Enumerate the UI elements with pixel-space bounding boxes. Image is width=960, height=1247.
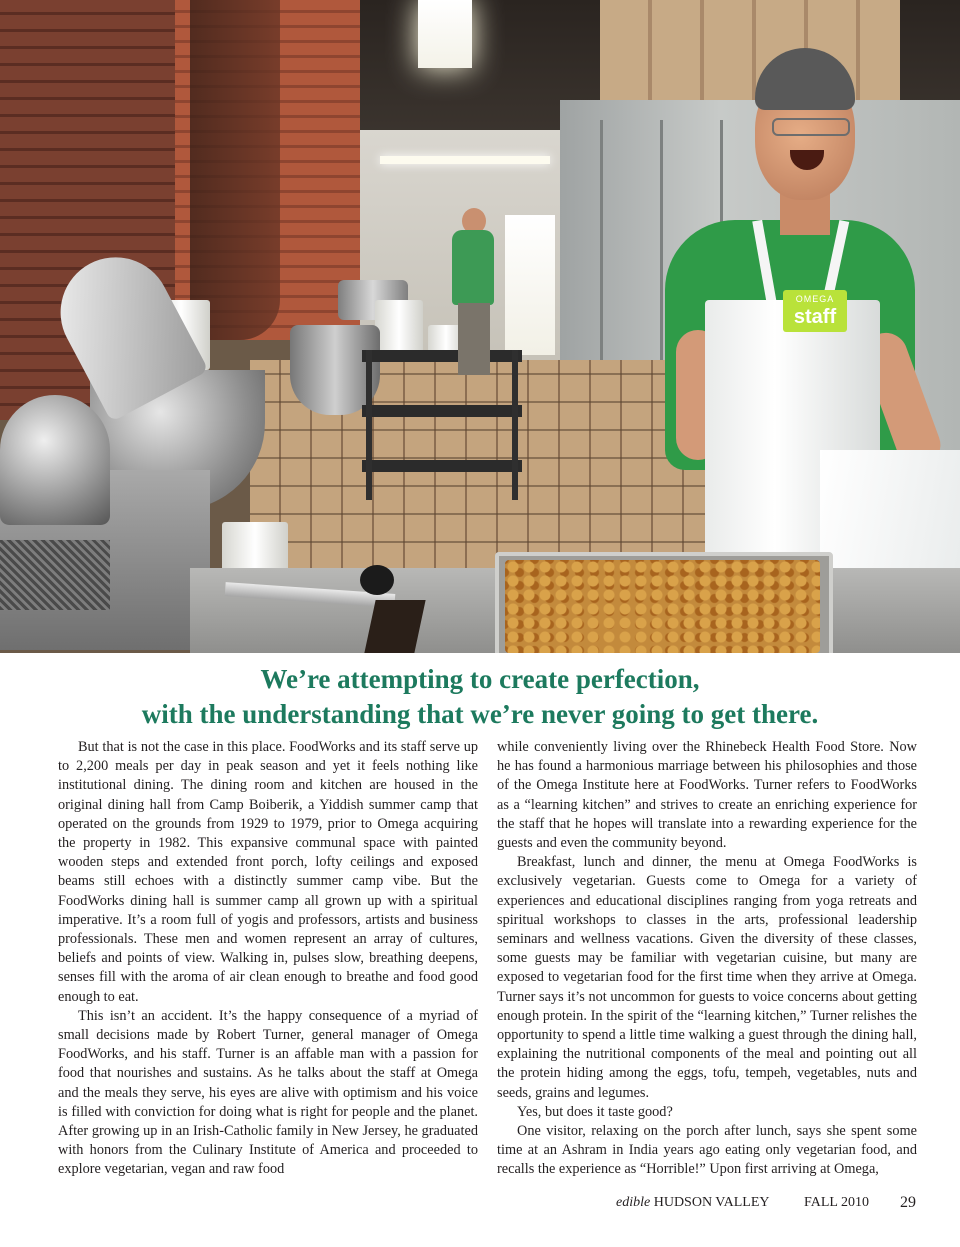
badge-label-top: OMEGA (795, 294, 835, 304)
cart-shelf (362, 405, 522, 417)
slicer-knob (360, 565, 394, 595)
magazine-name-italic: edible (616, 1195, 651, 1210)
domed-pot (0, 395, 110, 525)
magazine-name-region: HUDSON VALLEY (653, 1195, 770, 1210)
roasted-tofu (505, 560, 820, 653)
chef-glasses (772, 118, 850, 136)
cart-leg (512, 350, 518, 500)
article-paragraph: One visitor, relaxing on the porch after lunch, says she spent some time at an Ashram in India years ago eating only vegetarian food, and recalls the experience as “Horrible!” Upon first arriving at Omega, (497, 1123, 917, 1178)
far-light (380, 156, 550, 164)
page-number: 29 (900, 1194, 916, 1211)
pull-quote (0, 662, 960, 732)
article-column-left (58, 738, 478, 1180)
article-column-right (497, 738, 917, 1180)
brick-arch-shadow (190, 0, 280, 340)
article-paragraph: This isn’t an accident. It’s the happy consequence of a myriad of small decisions made by Robert Turner, general manager of Omega FoodWorks, and his staff. Turner is an affable man with a passion for food that nourishes and sustains. As he talks about the staff at Omega and the meals they serve, his eyes are alive with optimism and his voice is filled with conviction for doing what is right for people and the planet. After growing up in an Irish-Catholic family in New Jersey, he graduated with honors from the Culinary Institute of America and proceeded to explore vegetarian, vegan and raw food (58, 1007, 478, 1178)
badge-label-bottom: staff (793, 306, 837, 328)
background-worker-legs (458, 303, 490, 375)
omega-staff-badge (783, 290, 847, 332)
article-paragraph-continued: while conveniently living over the Rhinebeck Health Food Store. Now he has found a harmonious marriage between his philosophies and those of the Omega Institute here at FoodWorks. Turner refers to FoodWorks as a “learning kitchen” and strives to create an enriching experience for the staff that he hopes will translate into a rewarding experience for the guests and even the community beyond. (497, 739, 917, 852)
ceiling-light (418, 0, 472, 68)
magazine-name (616, 1195, 770, 1211)
bright-doorway (505, 215, 555, 355)
pull-quote-line-2: with the understanding that we’re never going to get there. (141, 699, 819, 729)
utility-cart (362, 350, 522, 500)
background-worker-shirt (452, 230, 494, 305)
cart-shelf (362, 460, 522, 472)
cart-shelf (362, 350, 522, 362)
article-paragraph: Breakfast, lunch and dinner, the menu at Omega FoodWorks is exclusively vegetarian. Guests come to Omega for a variety of experiences and educational disciplines ranging from yoga retreats and spiritual workshops to classes in the arts, professional leadership seminars and wellness vacations. Given the diversity of these classes, some guests may be familiar with vegetarian cuisine, but many are exposed to vegetarian food for the first time when they arrive at Omega. Turner says it’s not uncommon for guests to voice concerns about getting enough protein. In the spirit of the “learning kitchen,” Turner relishes the opportunity to spend a little time walking a guest through the dining hall, explaining the nutritional components of the meal and pointing out all the protein hiding among the eggs, tofu, tempeh, vegetables, nuts and seeds, grains and legumes. (497, 854, 917, 1101)
stove-grill (0, 540, 110, 610)
article-paragraph: Yes, but does it taste good? (517, 1103, 673, 1120)
pull-quote-line-1: We’re attempting to create perfection, (260, 664, 700, 694)
issue-label: FALL 2010 (804, 1195, 869, 1210)
cart-leg (366, 350, 372, 500)
article-paragraph: But that is not the case in this place. FoodWorks and its staff serve up to 2,200 meals per day in peak season and yet it feels nothing like institutional dining. The dining room and kitchen are housed in the original dining hall from Camp Boiberik, a Yiddish summer camp that operated on the grounds from 1929 to 1979, prior to Omega acquiring the property in 1982. This expansive communal space with painted wooden steps and extended front porch, lofty ceilings and exposed beams still echoes with a distinctly summer camp vibe. But the FoodWorks dining hall is summer camp all grown up with a spiritual imperative. It’s a room full of yogis and professors, artists and business professionals. These men and women represent an array of cultures, beliefs and points of view. Walking in, pulses slow, breathing deepens, senses fill with the aroma of air clean enough to breathe and food good enough to eat. (58, 739, 478, 1005)
